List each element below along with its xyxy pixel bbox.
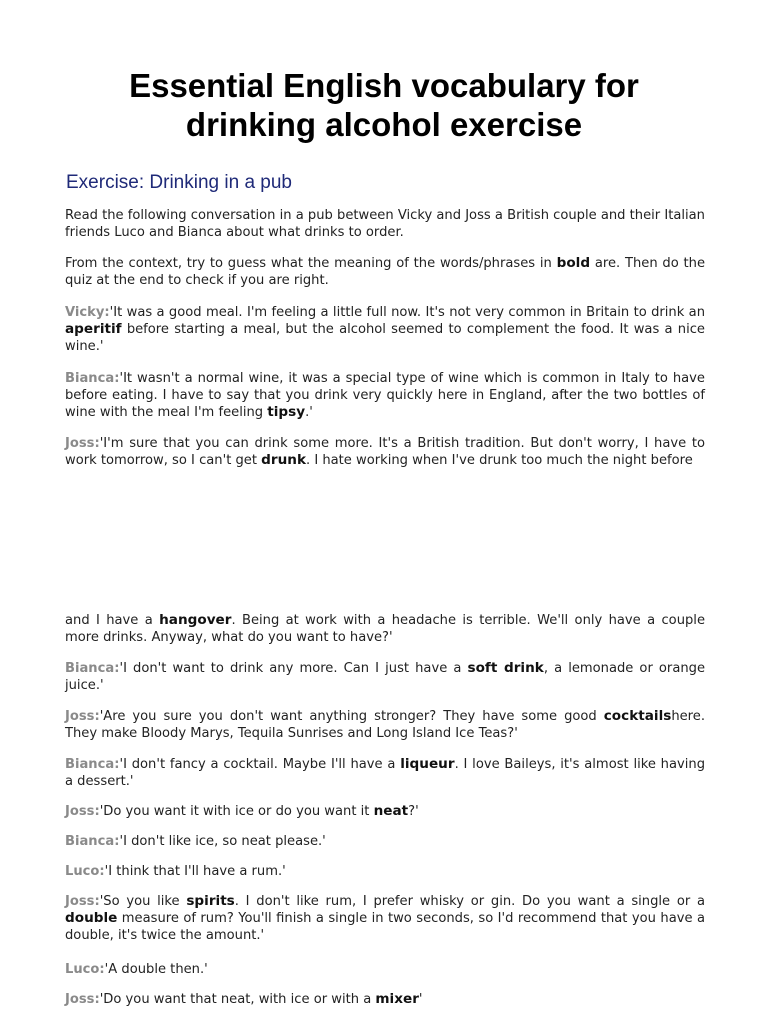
- speaker-name: Joss:: [65, 992, 100, 1007]
- paragraph-text: 'I don't want to drink any more. Can I just have a: [119, 661, 468, 676]
- paragraph-text: 'I think that I'll have a rum.': [104, 864, 286, 879]
- paragraph-text: 'Do you want it with ice or do you want it: [99, 804, 374, 819]
- paragraph: [65, 863, 705, 880]
- paragraph-text: Read the following conversation in a pub between Vicky and Joss a British couple and their Italian friends Luco and Bianca about what drinks to order.: [65, 208, 705, 240]
- paragraph: [65, 893, 705, 944]
- vocabulary-word: soft drink: [467, 660, 544, 676]
- paragraph: [65, 207, 705, 241]
- paragraph-text: here. They make Bloody Marys, Tequila Sunrises and Long Island Ice Teas?': [65, 709, 705, 741]
- vocabulary-word: drunk: [261, 452, 306, 468]
- speaker-name: Bianca:: [65, 661, 120, 676]
- paragraph-text: 'It was a good meal. I'm feeling a little full now. It's not very common in Britain to drink an: [109, 305, 705, 320]
- paragraph: [65, 756, 705, 790]
- paragraph: [65, 961, 705, 978]
- paragraph-text: 'Do you want that neat, with ice or with a: [99, 992, 376, 1007]
- paragraph: [65, 304, 705, 355]
- vocabulary-word: aperitif: [65, 321, 122, 337]
- vocabulary-word: hangover: [159, 612, 232, 628]
- paragraph: [65, 255, 705, 289]
- speaker-name: Vicky:: [65, 305, 110, 320]
- speaker-name: Luco:: [65, 864, 105, 879]
- page-title: Essential English vocabulary for drinking alcohol exercise: [129, 67, 639, 143]
- speaker-name: Luco:: [65, 962, 105, 977]
- paragraph: [65, 370, 705, 421]
- paragraph-text: .': [305, 405, 313, 420]
- speaker-name: Bianca:: [65, 757, 120, 772]
- paragraph-text: . Being at work with a headache is terrible. We'll only have a couple more drinks. Anyway, what do you want to have?': [65, 613, 705, 645]
- paragraph: [65, 660, 705, 694]
- paragraph-text: and I have a: [65, 613, 160, 628]
- speaker-name: Bianca:: [65, 834, 120, 849]
- paragraph-text: are. Then do the quiz at the end to check if you are right.: [65, 256, 706, 288]
- paragraph-text: 'A double then.': [104, 962, 208, 977]
- exercise-subtitle: Exercise: Drinking in a pub: [66, 172, 292, 193]
- paragraph: [65, 803, 705, 820]
- paragraph-text: 'I'm sure that you can drink some more. It's a British tradition. But don't worry, I have to work tomorrow, so I can't get: [65, 436, 705, 468]
- vocabulary-word: cocktails: [603, 708, 672, 724]
- paragraph-text: From the context, try to guess what the meaning of the words/phrases in: [65, 256, 557, 271]
- speaker-name: Joss:: [65, 804, 100, 819]
- paragraph-text: 'I don't fancy a cocktail. Maybe I'll have a: [119, 757, 401, 772]
- vocabulary-word: neat: [373, 803, 409, 819]
- paragraph: [65, 435, 705, 469]
- paragraph: [65, 833, 705, 850]
- paragraph: [65, 612, 705, 646]
- paragraph-text: before starting a meal, but the alcohol seemed to complement the food. It was a nice wine.': [65, 322, 705, 354]
- vocabulary-word: spirits: [186, 893, 235, 909]
- vocabulary-word: double: [65, 910, 118, 926]
- paragraph-text: ?': [408, 804, 419, 819]
- speaker-name: Joss:: [65, 436, 100, 451]
- paragraph-text: 'So you like: [99, 894, 187, 909]
- speaker-name: Joss:: [65, 709, 100, 724]
- paragraph-text: . I don't like rum, I prefer whisky or gin. Do you want a single or a: [234, 894, 705, 909]
- vocabulary-word: tipsy: [267, 404, 306, 420]
- paragraph-text: measure of rum? You'll finish a single in two seconds, so I'd recommend that you have a double, it's twice the amount.': [65, 911, 705, 943]
- vocabulary-word: mixer: [375, 991, 419, 1007]
- vocabulary-word: bold: [556, 255, 591, 271]
- paragraph-text: 'I don't like ice, so neat please.': [119, 834, 326, 849]
- paragraph-text: ': [418, 992, 423, 1007]
- speaker-name: Bianca:: [65, 371, 120, 386]
- paragraph-text: 'Are you sure you don't want anything stronger? They have some good: [99, 709, 604, 724]
- paragraph-text: 'It wasn't a normal wine, it was a special type of wine which is common in Italy to have before eating. I have to say that you drink very quickly here in England, after the two bottles of wine with the meal I'm feeling: [65, 371, 705, 420]
- paragraph: [65, 708, 705, 742]
- paragraph-text: , a lemonade or orange juice.': [65, 661, 706, 693]
- vocabulary-word: liqueur: [400, 756, 455, 772]
- speaker-name: Joss:: [65, 894, 100, 909]
- paragraph-text: . I love Baileys, it's almost like having a dessert.': [65, 757, 706, 789]
- paragraph-text: . I hate working when I've drunk too much the night before: [306, 453, 693, 468]
- paragraph: [65, 991, 705, 1008]
